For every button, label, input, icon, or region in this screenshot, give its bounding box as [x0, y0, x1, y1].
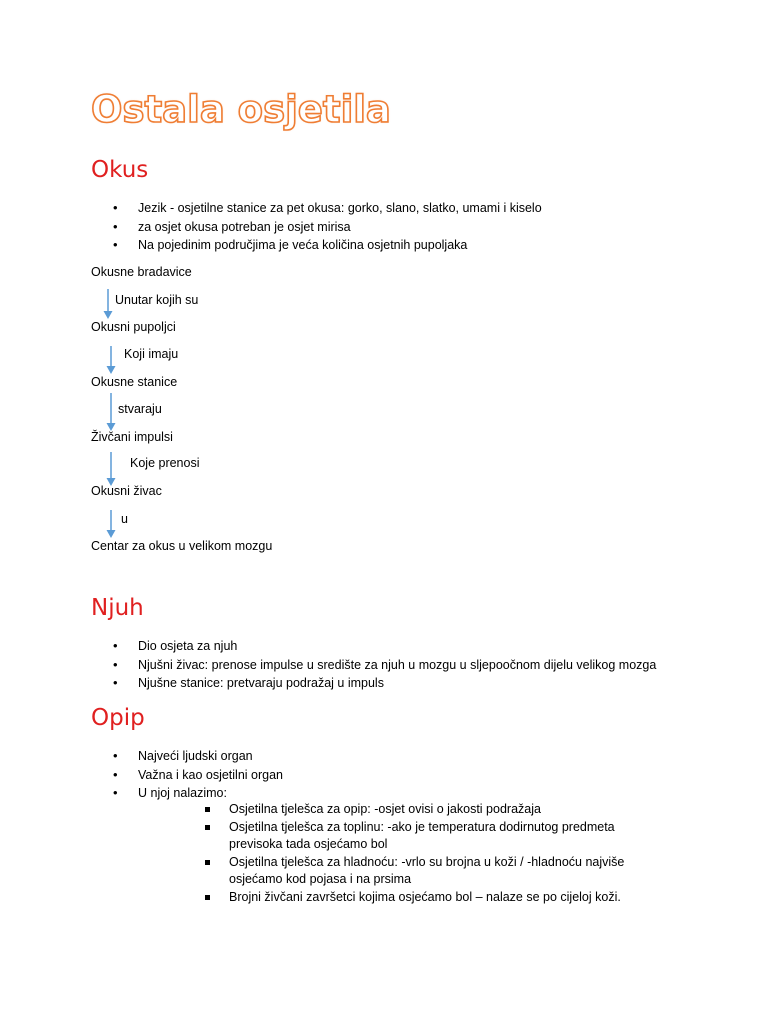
sub-list-item: Osjetilna tjelešca za opip: -osjet ovisi o jakosti podražaja	[204, 801, 669, 819]
chain-step-2: Okusni pupoljci	[91, 320, 176, 334]
section-heading-njuh: Njuh	[91, 595, 144, 621]
list-item: • Na pojedinim područjima je veća količina osjetnih pupoljaka	[115, 236, 542, 255]
sub-list-item: Osjetilna tjelešca za toplinu: -ako je temperatura dodirnutog predmeta previsoka tada osjećamo bol	[204, 819, 669, 854]
down-arrow-icon	[105, 392, 117, 432]
chain-link-5: u	[121, 512, 128, 526]
chain-step-1: Okusne bradavice	[91, 265, 192, 279]
list-item: • za osjet okusa potreban je osjet mirisa	[115, 218, 542, 237]
chain-link-2: Koji imaju	[124, 347, 179, 361]
list-item: • U njoj nalazimo:	[115, 784, 283, 803]
chain-link-3: stvaraju	[118, 402, 162, 416]
list-item: • Najveći ljudski organ	[115, 747, 283, 766]
opip-sub-bullet-list	[204, 801, 669, 906]
section-heading-opip: Opip	[91, 705, 145, 731]
list-item: • Njušne stanice: pretvaraju podražaj u impuls	[115, 674, 656, 693]
chain-link-1: Unutar kojih su	[115, 293, 199, 307]
njuh-bullet-list	[115, 637, 656, 693]
chain-step-5: Okusni živac	[91, 484, 162, 498]
list-item: • Dio osjeta za njuh	[115, 637, 656, 656]
sub-list-item: Osjetilna tjelešca za hladnoću: -vrlo su brojna u koži / -hladnoću najviše osjećamo kod pojasa i na prsima	[204, 854, 669, 889]
down-arrow-icon	[105, 345, 117, 375]
sub-list-item: Brojni živčani završetci kojima osjećamo bol – nalaze se po cijeloj koži.	[204, 889, 669, 907]
chain-step-3: Okusne stanice	[91, 375, 178, 389]
list-item: • Njušni živac: prenose impulse u središte za njuh u mozgu u sljepoočnom dijelu velikog mozga	[115, 656, 656, 675]
down-arrow-icon	[105, 509, 117, 539]
document-title: Ostala osjetila	[91, 88, 391, 131]
chain-step-6: Centar za okus u velikom mozgu	[91, 539, 273, 553]
down-arrow-icon	[102, 288, 114, 320]
list-item: • Jezik - osjetilne stanice za pet okusa: gorko, slano, slatko, umami i kiselo	[115, 199, 542, 218]
section-heading-okus: Okus	[91, 157, 149, 183]
chain-link-4: Koje prenosi	[130, 456, 200, 470]
okus-bullet-list	[115, 199, 542, 255]
list-item: • Važna i kao osjetilni organ	[115, 766, 283, 785]
opip-bullet-list	[115, 747, 283, 803]
down-arrow-icon	[105, 451, 117, 487]
chain-step-4: Živčani impulsi	[91, 430, 173, 444]
